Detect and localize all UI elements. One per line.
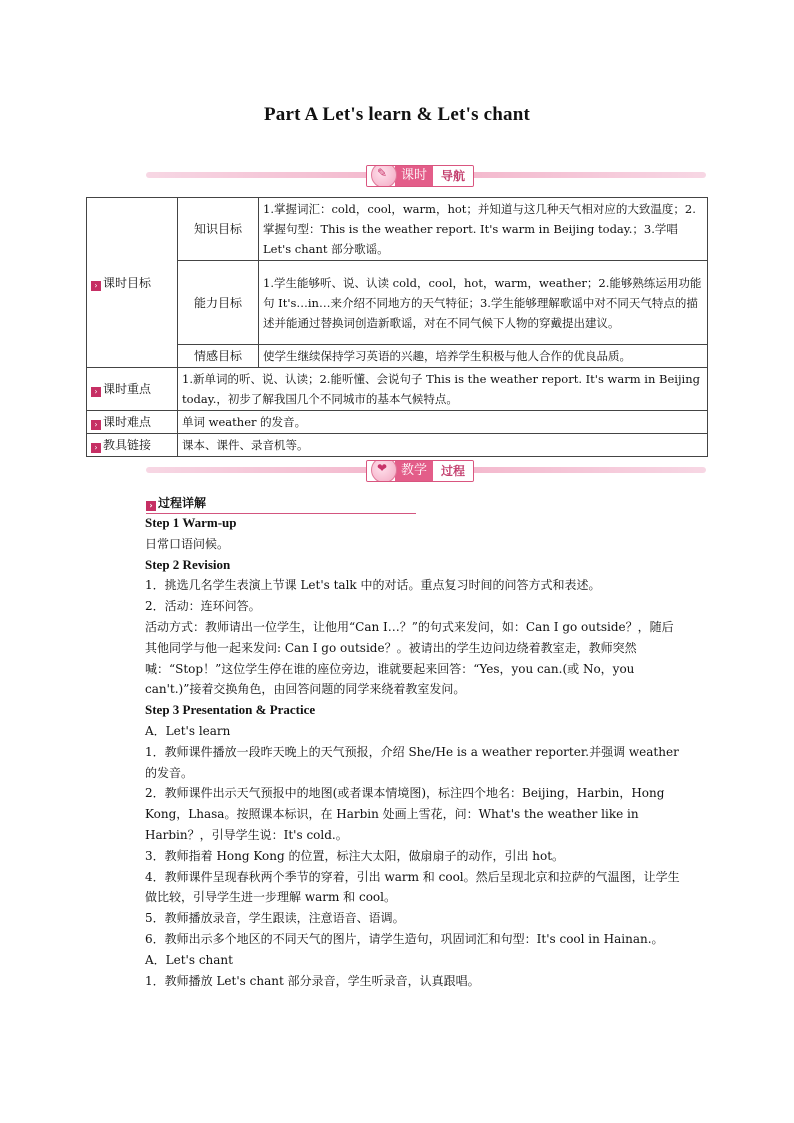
paragraph: 活动方式：教师请出一位学生，让他用“Can I…？”的句式来发问，如：Can I go outside？，随后其他同学与他一起来发问: Can I go outside？。被请出的学生边问边绕着教室走，教师突然喊：“Stop！”这位学生停在谁的座位旁边，谁就要起来回答：“Yes，you can.(或 No，you can't.)”接着交换角色，由回答问题的同学来绕着教室发问。: [145, 619, 674, 697]
banner-tag: [366, 165, 474, 187]
banner-label-main: 课时: [395, 166, 433, 186]
step-heading: Step 3 Presentation & Practice: [145, 702, 316, 718]
arrow-icon: ›: [91, 420, 101, 430]
emotion-label: 情感目标: [178, 345, 259, 368]
paragraph: 6．教师出示多个地区的不同天气的图片，请学生造句，巩固词汇和句型：It's cool in Hainan.。: [145, 931, 664, 946]
pen-icon: ✎: [367, 166, 395, 186]
difficult-text: 单词 weather 的发音。: [178, 411, 708, 434]
paragraph: 4．教师课件呈现春秋两个季节的穿着，引出 warm 和 cool。然后呈现北京和拉萨的气温图，让学生做比较，引导学生进一步理解 warm 和 cool。: [145, 869, 680, 905]
paragraph: 5．教师播放录音，学生跟读，注意语音、语调。: [145, 911, 405, 926]
tools-label-cell: [87, 434, 178, 457]
banner-tag: [366, 460, 474, 482]
paragraph: 3．教师指着 Hong Kong 的位置，标注大太阳，做扇扇子的动作，引出 hot。: [145, 848, 565, 863]
paragraph: 2．活动：连环问答。: [145, 599, 261, 614]
step-heading: Step 1 Warm-up: [145, 515, 237, 530]
section-heading: 过程详解: [158, 496, 207, 510]
page-title: Part A Let's learn & Let's chant: [263, 104, 531, 125]
emotion-text: 使学生继续保持学习英语的兴趣，培养学生积极与他人合作的优良品质。: [259, 345, 708, 368]
lesson-body: [116, 513, 680, 991]
key-label-cell: [87, 368, 178, 411]
ability-label: 能力目标: [178, 261, 259, 345]
arrow-icon: ›: [91, 443, 101, 453]
paragraph: 2．教师课件出示天气预报中的地图(或者课本情境图)，标注四个地名：Beijing，Harbin，Hong Kong，Lhasa。按照课本标识，在 Harbin 处画上雪花，问：What's the weather like in Harbin？，引导学生说：It's cold.。: [145, 786, 665, 842]
tools-text: 课本、课件、录音机等。: [178, 434, 708, 457]
arrow-icon: ›: [146, 501, 156, 511]
goal-label-cell: [87, 198, 178, 368]
banner-label-main: 教学: [395, 461, 433, 481]
arrow-icon: ›: [91, 281, 101, 291]
paragraph: 1．教师播放 Let's chant 部分录音，学生听录音，认真跟唱。: [145, 973, 480, 988]
paragraph: A．Let's chant: [145, 952, 233, 967]
goal-label: 课时目标: [103, 275, 152, 290]
knowledge-label: 知识目标: [178, 198, 259, 261]
banner-teaching-process: [146, 460, 706, 482]
paragraph: 日常口语问候。: [145, 536, 230, 551]
difficult-label: 课时难点: [103, 415, 152, 429]
objectives-table: [86, 197, 708, 457]
key-label: 课时重点: [103, 382, 152, 396]
tools-label: 教具链接: [103, 438, 152, 452]
step-heading: Step 2 Revision: [145, 556, 231, 572]
knowledge-text: 1.掌握词汇：cold，cool，warm，hot；并知道与这几种天气相对应的大致温度；2.掌握句型：This is the weather report. It's warm in Beijing today.；3.学唱 Let's chant 部分歌谣。: [259, 198, 708, 261]
banner-label-sub: 导航: [433, 166, 473, 186]
paragraph: 1．教师课件播放一段昨天晚上的天气预报，介绍 She/He is a weather reporter.并强调 weather 的发音。: [145, 744, 679, 780]
arrow-icon: ›: [91, 387, 101, 397]
ability-text: 1.学生能够听、说、认读 cold，cool，hot，warm，weather；2.能够熟练运用功能句 It's…in…来介绍不同地方的天气特征；3.学生能够理解歌谣中对不同天气特点的描述并能通过替换词创造新歌谣，对在不同气候下人物的穿戴提出建议。: [259, 261, 708, 345]
key-text: 1.新单词的听、说、认读；2.能听懂、会说句子 This is the weather report. It's warm in Beijing today.，初步了解我国几个不同城市的基本气候特点。: [178, 368, 708, 411]
banner-label-sub: 过程: [433, 461, 473, 481]
heart-icon: ❤: [367, 461, 395, 481]
section-process-detail: [146, 494, 416, 514]
difficult-label-cell: [87, 411, 178, 434]
banner-lesson-guide: [146, 165, 706, 187]
paragraph: 1．挑选几名学生表演上节课 Let's talk 中的对话。重点复习时间的问答方式和表述。: [145, 578, 601, 593]
paragraph: A．Let's learn: [145, 723, 231, 738]
